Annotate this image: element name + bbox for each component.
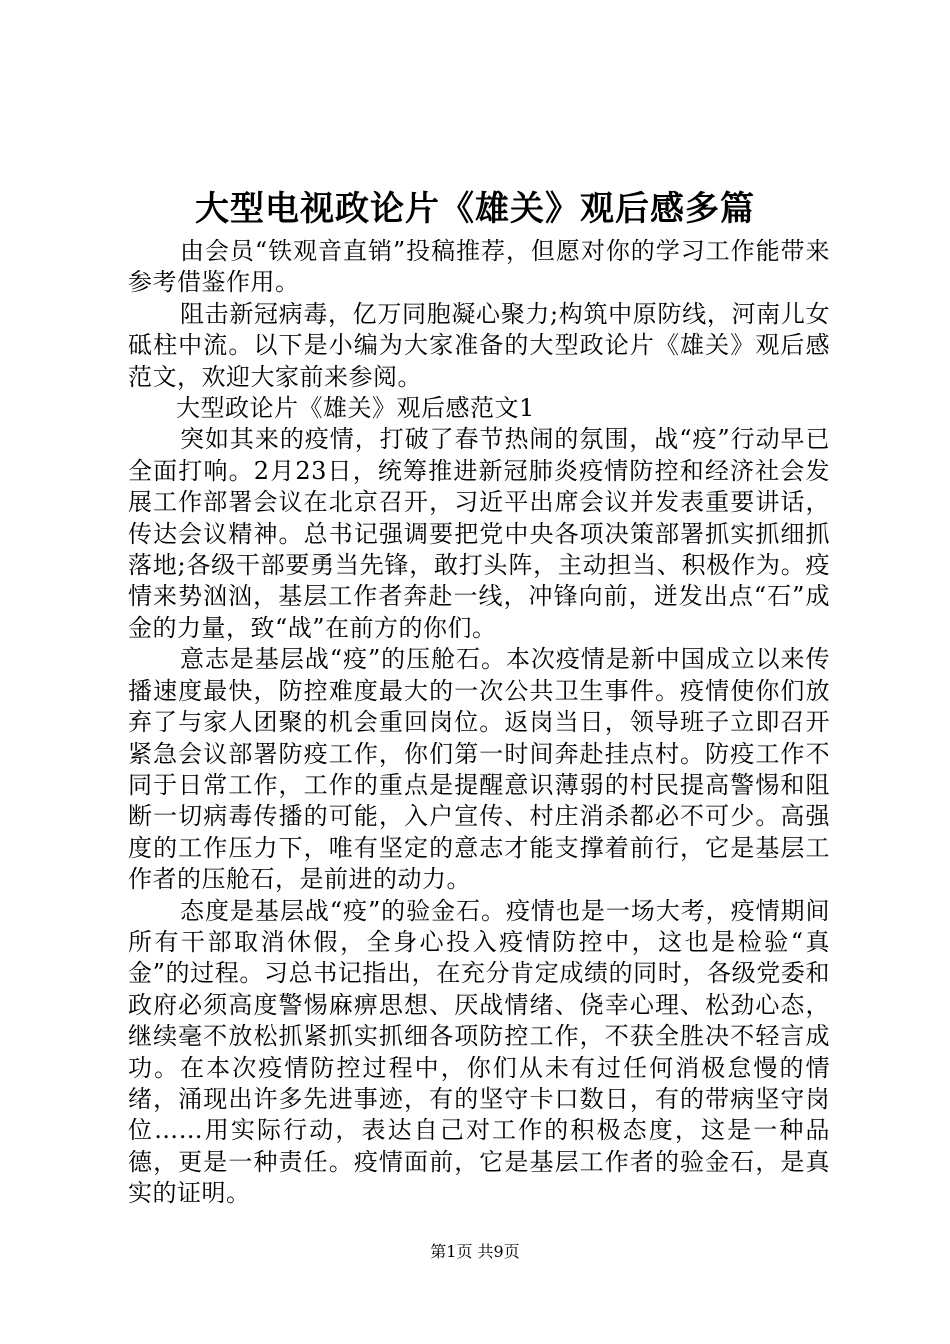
body-paragraph: 态度是基层战“疫”的验金石。疫情也是一场大考，疫情期间所有干部取消休假，全身心投入疫情防控中，这也是检验“真金”的过程。习总书记指出，在充分肯定成绩的同时，各级党委和政府必须高度警惕麻痹思想、厌战情绪、侥幸心理、松劲心态，继续毫不放松抓紧抓实抓细各项防控工作，不获全胜决不轻言成功。在本次疫情防控过程中，你们从未有过任何消极怠慢的情绪，涌现出许多先进事迹，有的坚守卡口数日，有的带病坚守岗位……用实际行动，表达自己对工作的积极态度，这是一种品德，更是一种责任。疫情面前，它是基层工作者的验金石，是真实的证明。 [128,896,830,1208]
section-heading: 大型政论片《雄关》观后感范文1 [176,394,535,423]
body-paragraph: 突如其来的疫情，打破了春节热闹的氛围，战“疫”行动早已全面打响。2月23日，统筹推进新冠肺炎疫情防控和经济社会发展工作部署会议在北京召开，习近平出席会议并发表重要讲话，传达会议精神。总书记强调要把党中央各项决策部署抓实抓细抓落地;各级干部要勇当先锋，敢打头阵，主动担当、积极作为。疫情来势汹汹，基层工作者奔赴一线，冲锋向前，迸发出点“石”成金的力量，致“战”在前方的你们。 [128,425,830,642]
intro-paragraph: 由会员“铁观音直销”投稿推荐，但愿对你的学习工作能带来参考借鉴作用。 [128,237,830,297]
document-body [128,236,830,1210]
summary-paragraph: 阻击新冠病毒，亿万同胞凝心聚力;构筑中原防线，河南儿女砥柱中流。以下是小编为大家准备的大型政论片《雄关》观后感范文，欢迎大家前来参阅。 [128,299,830,391]
page-number-footer: 第1页 共9页 [430,1242,520,1261]
document-title: 大型电视政论片《雄关》观后感多篇 [195,189,755,229]
body-paragraph: 意志是基层战“疫”的压舱石。本次疫情是新中国成立以来传播速度最快，防控难度最大的一次公共卫生事件。疫情使你们放弃了与家人团聚的机会重回岗位。返岗当日，领导班子立即召开紧急会议部署防疫工作，你们第一时间奔赴挂点村。防疫工作不同于日常工作，工作的重点是提醒意识薄弱的村民提高警惕和阻断一切病毒传播的可能，入户宣传、村庄消杀都必不可少。高强度的工作压力下，唯有坚定的意志才能支撑着前行，它是基层工作者的压舱石，是前进的动力。 [128,645,830,894]
